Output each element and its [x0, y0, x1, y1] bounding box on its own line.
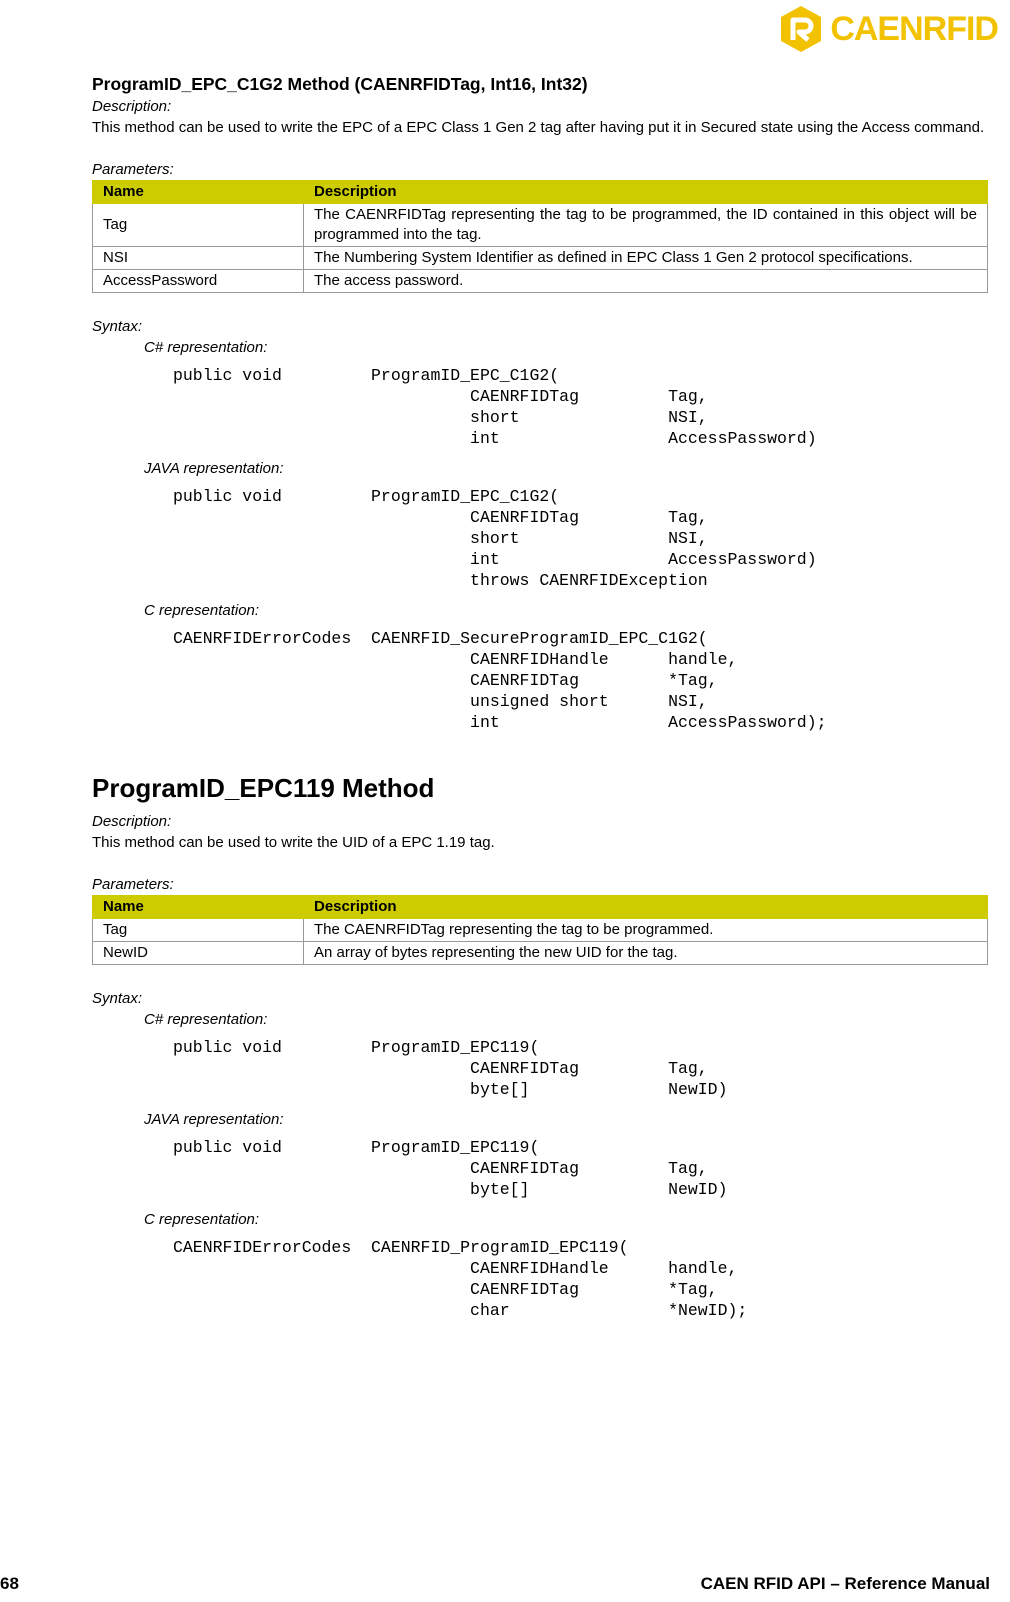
param-description: The access password. [304, 270, 988, 293]
csharp-representation-label: C# representation: [144, 339, 268, 356]
table-header-name: Name [93, 181, 304, 204]
parameters-table [92, 180, 988, 293]
description-label: Description: [92, 813, 172, 830]
parameters-label: Parameters: [92, 876, 174, 893]
footer-title: CAEN RFID API – Reference Manual [700, 1574, 990, 1593]
caenrfid-logo [778, 4, 998, 54]
table-row [93, 942, 988, 965]
footer-page-number: 68 [0, 1574, 19, 1593]
csharp-code: public void ProgramID_EPC119( CAENRFIDTag Tag, byte[] NewID) [173, 1038, 728, 1099]
description-text: This method can be used to write the UID of a EPC 1.19 tag. [92, 834, 495, 851]
param-name: Tag [93, 204, 304, 247]
section-programid-epc-c1g2 [92, 72, 988, 733]
table-row [93, 247, 988, 270]
page-content [92, 72, 988, 1321]
c-code: CAENRFIDErrorCodes CAENRFID_ProgramID_EPC119( CAENRFIDHandle handle, CAENRFIDTag *Tag, char *NewID); [173, 1238, 748, 1320]
csharp-code: public void ProgramID_EPC_C1G2( CAENRFIDTag Tag, short NSI, int AccessPassword) [173, 366, 817, 448]
section-title: ProgramID_EPC_C1G2 Method (CAENRFIDTag, Int16, Int32) [92, 74, 588, 94]
param-description: The Numbering System Identifier as defined in EPC Class 1 Gen 2 protocol specifications. [304, 247, 988, 270]
syntax-label: Syntax: [92, 990, 143, 1007]
param-name: AccessPassword [93, 270, 304, 293]
section-programid-epc119 [92, 771, 988, 1321]
logo-text: CAENRFID [830, 9, 998, 48]
caenrfid-logo-icon [778, 4, 824, 54]
table-header-description: Description [304, 896, 988, 919]
table-header-row [93, 896, 988, 919]
param-description: The CAENRFIDTag representing the tag to be programmed, the ID contained in this object will be programmed into the tag. [304, 204, 988, 247]
c-representation-label: C representation: [144, 602, 260, 619]
param-name: NewID [93, 942, 304, 965]
java-code: public void ProgramID_EPC_C1G2( CAENRFIDTag Tag, short NSI, int AccessPassword) throws CAENRFIDException [173, 487, 817, 590]
java-code: public void ProgramID_EPC119( CAENRFIDTag Tag, byte[] NewID) [173, 1138, 728, 1199]
description-label: Description: [92, 98, 172, 115]
description-text: This method can be used to write the EPC of a EPC Class 1 Gen 2 tag after having put it in Secured state using the Access command. [92, 119, 985, 136]
java-representation-label: JAVA representation: [144, 460, 284, 477]
section-title: ProgramID_EPC119 Method [92, 773, 435, 803]
table-row [93, 270, 988, 293]
param-description: An array of bytes representing the new UID for the tag. [304, 942, 988, 965]
java-representation-label: JAVA representation: [144, 1111, 284, 1128]
c-code: CAENRFIDErrorCodes CAENRFID_SecureProgramID_EPC_C1G2( CAENRFIDHandle handle, CAENRFIDTag *Tag, unsigned short NSI, int AccessPassword); [173, 629, 827, 732]
syntax-label: Syntax: [92, 318, 143, 335]
parameters-label: Parameters: [92, 161, 174, 178]
table-header-description: Description [304, 181, 988, 204]
table-header-row [93, 181, 988, 204]
parameters-table [92, 895, 988, 965]
c-representation-label: C representation: [144, 1211, 260, 1228]
param-name: Tag [93, 919, 304, 942]
table-row [93, 919, 988, 942]
param-name: NSI [93, 247, 304, 270]
csharp-representation-label: C# representation: [144, 1011, 268, 1028]
table-header-name: Name [93, 896, 304, 919]
param-description: The CAENRFIDTag representing the tag to be programmed. [304, 919, 988, 942]
table-row [93, 204, 988, 247]
